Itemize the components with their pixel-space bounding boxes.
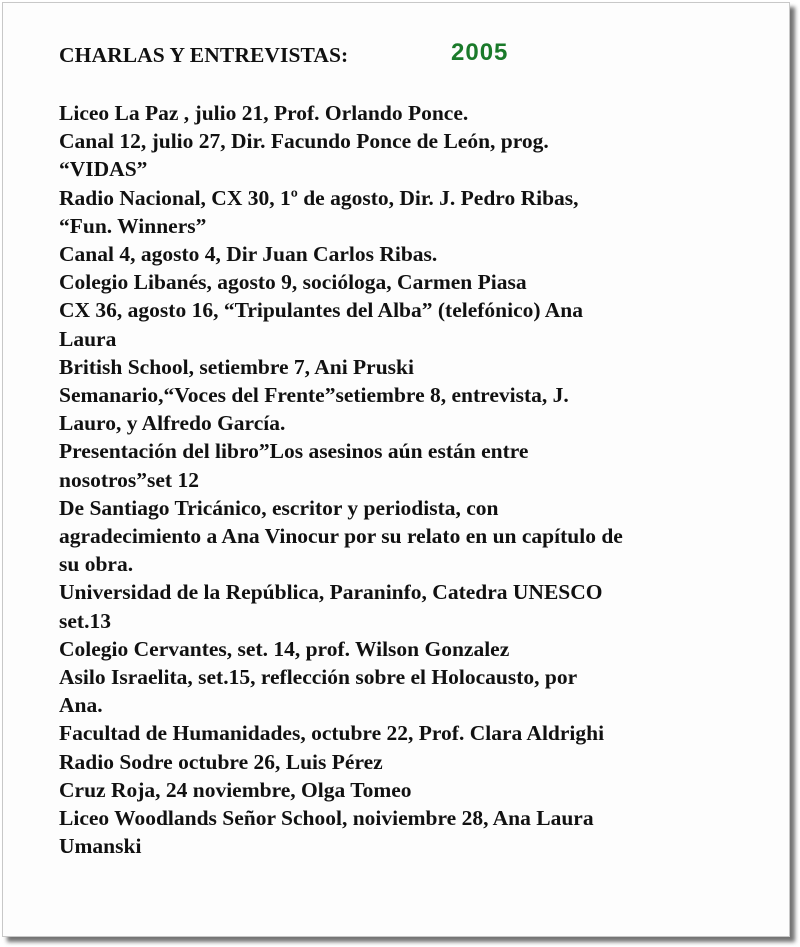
entry-line: De Santiago Tricánico, escritor y periodista, con bbox=[59, 495, 499, 520]
entry-line: Asilo Israelita, set.15, reflección sobre el Holocausto, por bbox=[59, 665, 578, 690]
document-title: CHARLAS Y ENTREVISTAS: bbox=[59, 43, 349, 67]
entry-line: Universidad de la República, Paraninfo, Catedra UNESCO bbox=[59, 580, 603, 605]
entry-line: nosotros”set 12 bbox=[59, 467, 199, 492]
entry-line: Canal 4, agosto 4, Dir Juan Carlos Ribas. bbox=[59, 242, 438, 267]
entry-line: Lauro, y Alfredo García. bbox=[59, 411, 286, 436]
entry-line: set.13 bbox=[59, 608, 111, 633]
entry-line: Umanski bbox=[59, 834, 142, 859]
entry-line: Semanario,“Voces del Frente”setiembre 8, entrevista, J. bbox=[59, 383, 569, 408]
entry-line: Liceo La Paz , julio 21, Prof. Orlando Ponce. bbox=[59, 101, 469, 125]
entry-line: agradecimiento a Ana Vinocur por su relato en un capítulo de bbox=[59, 524, 623, 549]
entry-line: “VIDAS” bbox=[59, 157, 148, 182]
entry-line: CX 36, agosto 16, “Tripulantes del Alba” (telefónico) Ana bbox=[59, 298, 583, 323]
entry-line: Facultad de Humanidades, octubre 22, Prof. Clara Aldrighi bbox=[59, 721, 605, 746]
document-page bbox=[2, 2, 790, 937]
entry-line: Liceo Woodlands Señor School, noiviembre 28, Ana Laura bbox=[59, 806, 594, 831]
entry-line: Colegio Libanés, agosto 9, socióloga, Carmen Piasa bbox=[59, 270, 527, 295]
entry-line: “Fun. Winners” bbox=[59, 213, 207, 238]
entry-line: British School, setiembre 7, Ani Pruski bbox=[59, 354, 414, 379]
heading-row bbox=[59, 39, 509, 73]
entry-line: Canal 12, julio 27, Dir. Facundo Ponce de León, prog. bbox=[59, 129, 549, 154]
entry-line: su obra. bbox=[59, 552, 134, 577]
entry-line: Laura bbox=[59, 326, 117, 351]
year-label: 2005 bbox=[451, 39, 509, 66]
entry-line: Colegio Cervantes, set. 14, prof. Wilson Gonzalez bbox=[59, 636, 510, 661]
entry-line: Presentación del libro”Los asesinos aún están entre bbox=[59, 439, 529, 464]
entry-line: Radio Nacional, CX 30, 1º de agosto, Dir. J. Pedro Ribas, bbox=[59, 185, 579, 210]
entries-list bbox=[59, 99, 759, 860]
entry-line: Radio Sodre octubre 26, Luis Pérez bbox=[59, 749, 383, 774]
entry-line: Ana. bbox=[59, 693, 103, 718]
entry-line: Cruz Roja, 24 noviembre, Olga Tomeo bbox=[59, 777, 412, 802]
